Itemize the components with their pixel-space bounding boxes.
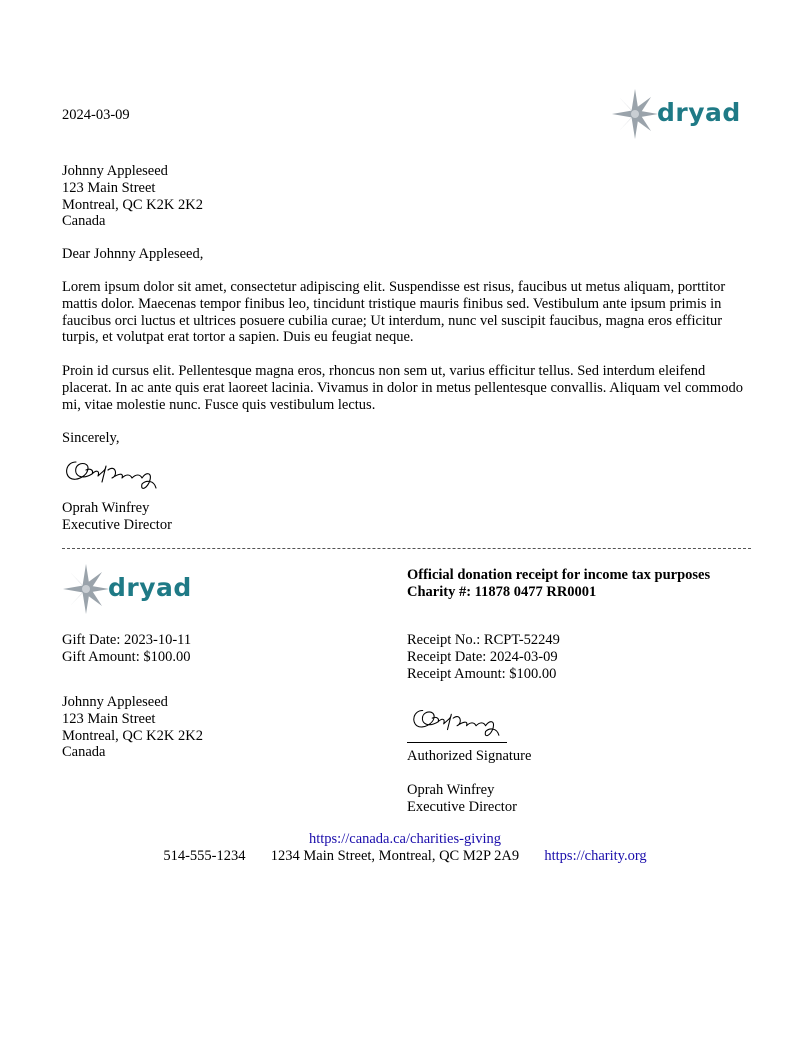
gift-date: Gift Date: 2023-10-11 — [62, 632, 192, 648]
letter-paragraph-1: Lorem ipsum dolor sit amet, consectetur adipiscing elit. Suspendisse est risus, faucibus ut metus aliquam, porttitor mattis dolor. Maecenas tempor finibus leo, tincidunt tristique mauris finibus sed. Vestibulum ante ipsum primis in faucibus orci luctus et ultrices posuere cubilia curae; Ut interdum, nunc vel suscipit faucibus, magna eros efficitur turpis, et volutpat erat tortor a sapien. Duis eu feugiat neque. — [62, 279, 726, 346]
receipt-logo — [62, 563, 192, 615]
footer-contact-row — [0, 848, 810, 865]
letter-paragraph-2: Proin id cursus elit. Pellentesque magna eros, rhoncus non sem ut, varius efficitur tellus. Sed interdum eleifend placerat. In ac ante quis erat laoreet lacinia. Vivamus in dolor in metus pellentesque convallis. Aliquam vel commodo mi, vitae molestie nunc. Fusce quis vestibulum lectus. — [62, 363, 743, 413]
receipt-number: Receipt No.: RCPT-52249 — [407, 632, 560, 648]
donor-city: Montreal, QC K2K 2K2 — [62, 727, 203, 744]
recipient-name: Johnny Appleseed — [62, 163, 168, 179]
receipt-signer-title: Executive Director — [407, 798, 517, 815]
donor-country: Canada — [62, 744, 106, 761]
tear-off-divider — [62, 548, 751, 549]
recipient-street: 123 Main Street — [62, 179, 156, 196]
receipt-signer-name: Oprah Winfrey — [407, 782, 495, 798]
letter-logo — [611, 88, 741, 140]
receipt-signer — [407, 782, 517, 816]
closing: Sincerely, — [62, 430, 120, 446]
footer-website-link[interactable]: https://charity.org — [544, 848, 647, 864]
letter-date: 2024-03-09 — [62, 107, 130, 123]
gift-amount: Gift Amount: $100.00 — [62, 648, 191, 665]
letter-signer — [62, 500, 172, 534]
donor-street: 123 Main Street — [62, 710, 156, 727]
salutation: Dear Johnny Appleseed, — [62, 246, 204, 262]
receipt-amount: Receipt Amount: $100.00 — [407, 665, 557, 682]
cra-link-row — [0, 831, 810, 848]
logo-text: dryad — [108, 572, 192, 602]
charity-number: Charity #: 11878 0477 RR0001 — [407, 584, 597, 600]
logo-text: dryad — [657, 97, 741, 127]
letter-signature-image — [62, 452, 162, 494]
letter-signer-title: Executive Director — [62, 516, 172, 533]
signature-line — [407, 742, 507, 743]
receipt-signature-image — [407, 701, 507, 741]
receipt-heading: Official donation receipt for income tax purposes — [407, 567, 711, 583]
recipient-country: Canada — [62, 213, 106, 230]
footer-phone: 514-555-1234 — [163, 848, 246, 864]
receipt-details — [407, 632, 560, 682]
gift-details — [62, 632, 191, 666]
donor-name: Johnny Appleseed — [62, 694, 168, 710]
recipient-city: Montreal, QC K2K 2K2 — [62, 196, 203, 213]
cra-link[interactable]: https://canada.ca/charities-giving — [308, 831, 502, 847]
donor-address — [62, 694, 203, 761]
footer-address: 1234 Main Street, Montreal, QC M2P 2A9 — [270, 848, 520, 864]
receipt-date: Receipt Date: 2024-03-09 — [407, 648, 558, 665]
letter-signer-name: Oprah Winfrey — [62, 500, 150, 516]
recipient-address — [62, 163, 203, 230]
authorized-signature-label: Authorized Signature — [407, 748, 532, 764]
dryad-star-logo-icon — [611, 88, 659, 140]
dryad-star-logo-icon — [62, 563, 110, 615]
